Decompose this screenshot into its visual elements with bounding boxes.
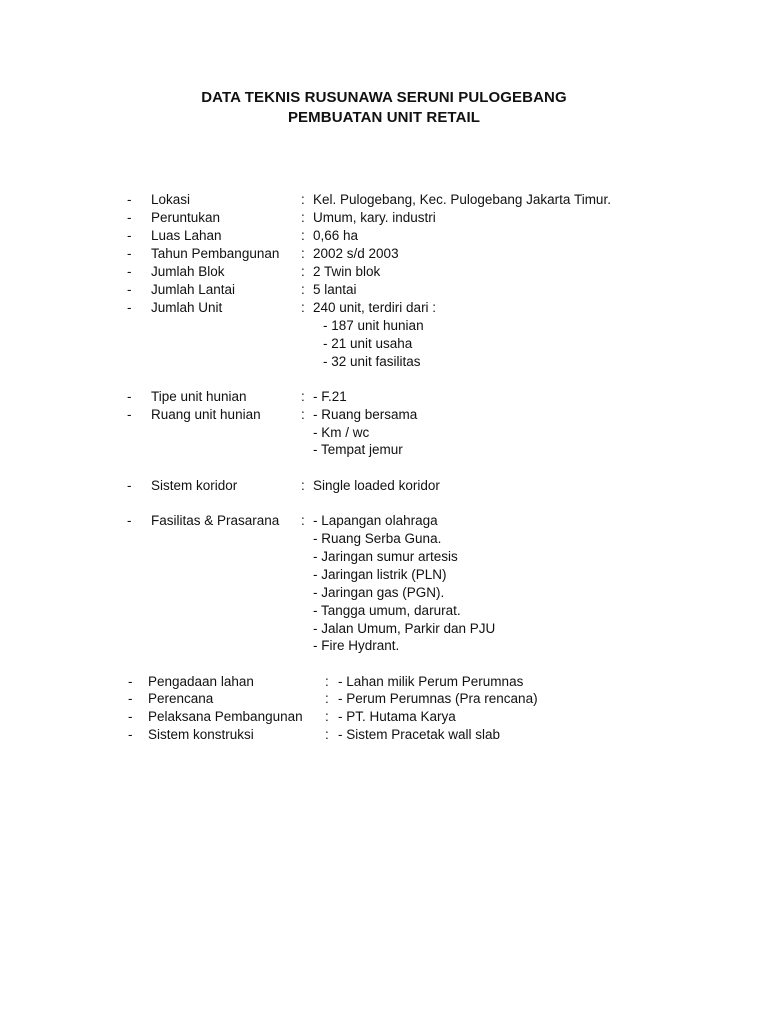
bullet-dash: - (127, 246, 132, 261)
colon: : (301, 389, 305, 404)
colon: : (301, 246, 305, 261)
colon: : (325, 727, 329, 742)
row-label: Sistem konstruksi (148, 727, 254, 742)
row-label: Luas Lahan (151, 228, 222, 243)
row-value: - Ruang bersama (313, 407, 418, 422)
row-value: 5 lantai (313, 282, 357, 297)
bullet-dash: - (127, 389, 132, 404)
colon: : (325, 674, 329, 689)
colon: : (301, 300, 305, 315)
colon: : (325, 709, 329, 724)
sub-item-text: - Tangga umum, darurat. (313, 603, 461, 618)
bullet-dash: - (128, 727, 133, 742)
row-value: 0,66 ha (313, 228, 359, 243)
row-value: - F.21 (313, 389, 347, 404)
sub-item-text: - Jaringan sumur artesis (313, 549, 458, 564)
bullet-dash: - (127, 228, 132, 243)
row-value: 2002 s/d 2003 (313, 246, 399, 261)
row-label: Tipe unit hunian (151, 389, 247, 404)
document-title: DATA TEKNIS RUSUNAWA SERUNI PULOGEBANG (201, 89, 567, 106)
colon: : (301, 228, 305, 243)
colon: : (301, 282, 305, 297)
row-value: - Lapangan olahraga (313, 513, 438, 528)
row-value: Kel. Pulogebang, Kec. Pulogebang Jakarta Timur. (313, 192, 611, 207)
row-label: Tahun Pembangunan (151, 246, 280, 261)
sub-item-text: - Jaringan listrik (PLN) (313, 567, 447, 582)
bullet-dash: - (127, 407, 132, 422)
row-value: - Lahan milik Perum Perumnas (338, 674, 524, 689)
colon: : (301, 210, 305, 225)
row-label: Jumlah Unit (151, 300, 223, 315)
colon: : (325, 691, 329, 706)
row-label: Jumlah Blok (151, 264, 225, 279)
bullet-dash: - (128, 709, 133, 724)
row-value: Single loaded koridor (313, 478, 440, 493)
row-label: Pengadaan lahan (148, 674, 254, 689)
row-value: - Perum Perumnas (Pra rencana) (338, 691, 538, 706)
bullet-dash: - (127, 300, 132, 315)
row-label: Sistem koridor (151, 478, 238, 493)
row-label: Pelaksana Pembangunan (148, 709, 303, 724)
row-label: Peruntukan (151, 210, 221, 225)
row-value: Umum, kary. industri (313, 210, 436, 225)
row-label: Perencana (148, 691, 214, 706)
sub-item-text: - 32 unit fasilitas (323, 354, 421, 369)
row-label: Ruang unit hunian (151, 407, 261, 422)
sub-item-text: - Jaringan gas (PGN). (313, 585, 445, 600)
row-label: Jumlah Lantai (151, 282, 236, 297)
colon: : (301, 192, 305, 207)
bullet-dash: - (127, 264, 132, 279)
sub-item-text: - Fire Hydrant. (313, 638, 400, 653)
bullet-dash: - (127, 192, 132, 207)
colon: : (301, 264, 305, 279)
row-value: 240 unit, terdiri dari : (313, 300, 437, 315)
sub-item-text: - Ruang Serba Guna. (313, 531, 442, 546)
row-label: Lokasi (151, 192, 191, 207)
bullet-dash: - (127, 282, 132, 297)
bullet-dash: - (127, 478, 132, 493)
sub-item-text: - Tempat jemur (313, 442, 403, 457)
sub-item-text: - 21 unit usaha (323, 336, 413, 351)
colon: : (301, 513, 305, 528)
bullet-dash: - (128, 691, 133, 706)
bullet-dash: - (127, 210, 132, 225)
row-value: - Sistem Pracetak wall slab (338, 727, 501, 742)
sub-item-text: - 187 unit hunian (323, 318, 424, 333)
row-value: - PT. Hutama Karya (338, 709, 456, 724)
colon: : (301, 407, 305, 422)
document-subtitle: PEMBUATAN UNIT RETAIL (287, 109, 481, 126)
row-value: 2 Twin blok (313, 264, 381, 279)
sub-item-text: - Jalan Umum, Parkir dan PJU (313, 621, 496, 636)
colon: : (301, 478, 305, 493)
row-label: Fasilitas & Prasarana (151, 513, 280, 528)
bullet-dash: - (128, 674, 133, 689)
sub-item-text: - Km / wc (313, 425, 370, 440)
bullet-dash: - (127, 513, 132, 528)
